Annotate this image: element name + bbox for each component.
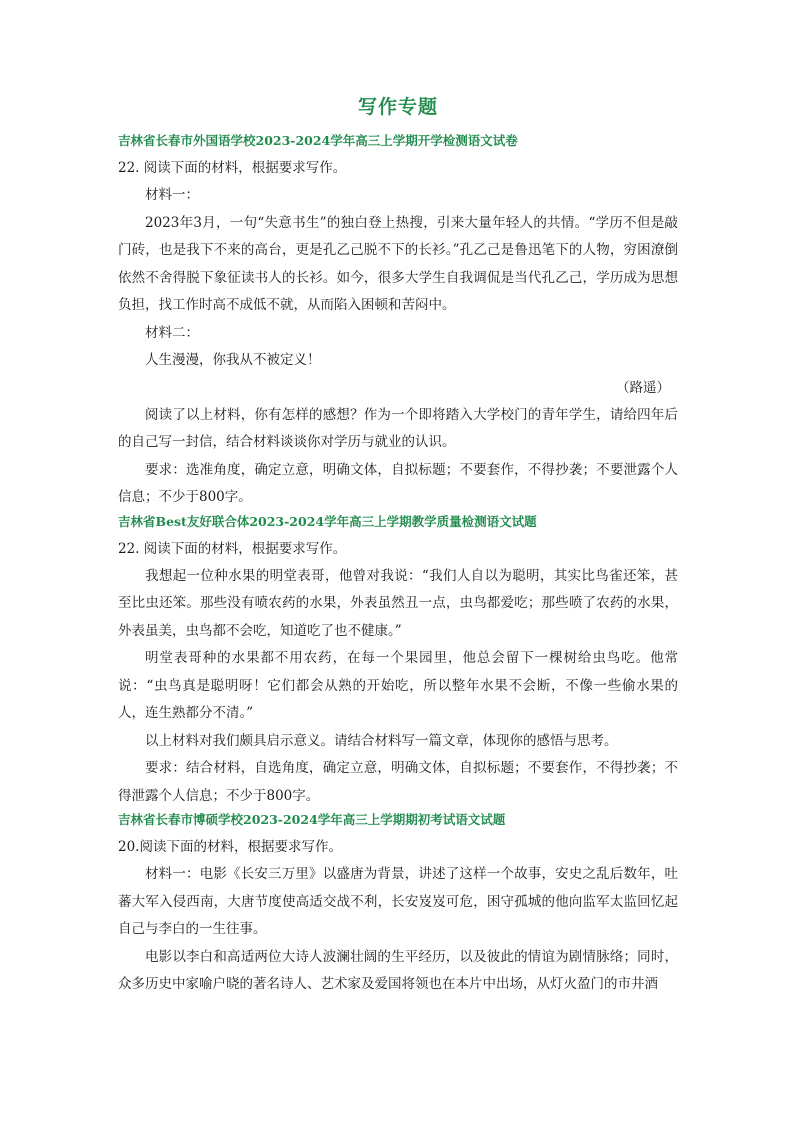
material-text: 我想起一位种水果的明堂表哥，他曾对我说：“我们人自以为聪明，其实比鸟雀还笨，甚至比虫还笨。那些没有喷农药的水果，外表虽然丑一点，虫鸟都爱吃；那些喷了农药的水果，外表虽美，虫鸟都不会吃，知道吃了也不健康。” (118, 567, 678, 639)
material-text: 2023年3月，一句“失意书生”的独白登上热搜，引来大量年轻人的共情。“学历不但是敲门砖，也是我下不来的高台，更是孔乙己脱不下的长衫。”孔乙己是鲁迅笔下的人物，穷困潦倒依然不舍得脱下象征读书人的长衫。如今，很多大学生自我调侃是当代孔乙己，学历成为思想负担，找工作时高不成低不就，从而陷入困顿和苦闷中。 (118, 214, 678, 313)
question-stem: 22. 阅读下面的材料，根据要求写作。 (118, 160, 347, 176)
section-source: 吉林省长春市博硕学校2023-2024学年高三上学期期初考试语文试题 (118, 812, 506, 827)
section-1 (118, 131, 678, 512)
material-label: 材料一： (145, 187, 199, 203)
material-text: 人生漫漫，你我从不被定义！ (145, 352, 321, 368)
material-label: 材料二： (145, 324, 199, 341)
section-source: 吉林省长春市外国语学校2023-2024学年高三上学期开学检测语文试卷 (118, 133, 518, 148)
writing-prompt: 阅读了以上材料，你有怎样的感想？作为一个即将踏入大学校门的青年学生，请给四年后的自己写一封信，结合材料谈谈你对学历与就业的认识。 (118, 406, 678, 450)
material-text: 材料一：电影《长安三万里》以盛唐为背景，讲述了这样一个故事，安史之乱后数年，吐蕃大军入侵西南，大唐节度使高适交战不利，长安岌岌可危，困守孤城的他向监军太监回忆起自己与李白的一生往事。 (118, 866, 678, 937)
section-3 (118, 810, 678, 999)
document-page (118, 92, 678, 999)
material-text: 明堂表哥种的水果都不用农药，在每一个果园里，他总会留下一棵树给虫鸟吃。他常说：“虫鸟真是聪明呀！它们都会从熟的开始吃，所以整年水果不会断，不像一些偷水果的人，连生熟都分不清。” (118, 650, 678, 721)
writing-requirement: 要求：选准角度，确定立意，明确文体，自拟标题；不要套作，不得抄袭；不要泄露个人信息；不少于800字。 (118, 461, 678, 505)
section-source: 吉林省Best友好联合体2023-2024学年高三上学期教学质量检测语文试题 (118, 513, 537, 529)
writing-requirement: 要求：结合材料，自选角度，确定立意，明确文体，自拟标题；不要套作，不得抄袭；不得泄露个人信息；不少于800字。 (118, 760, 678, 804)
question-stem: 22. 阅读下面的材料，根据要求写作。 (118, 540, 347, 557)
writing-prompt: 以上材料对我们颇具启示意义。请结合材料写一篇文章，体现你的感悟与思考。 (145, 732, 618, 749)
material-signature: （路遥） (616, 379, 670, 396)
section-2 (118, 512, 678, 811)
question-stem: 20.阅读下面的材料，根据要求写作。 (118, 839, 342, 855)
material-text: 电影以李白和高适两位大诗人波澜壮阔的生平经历，以及彼此的情谊为剧情脉络；同时，众多历史中家喻户晓的著名诗人、艺术家及爱国将领也在本片中出场，从灯火盈门的市井酒 (118, 948, 678, 992)
page-title: 写作专题 (357, 96, 438, 118)
